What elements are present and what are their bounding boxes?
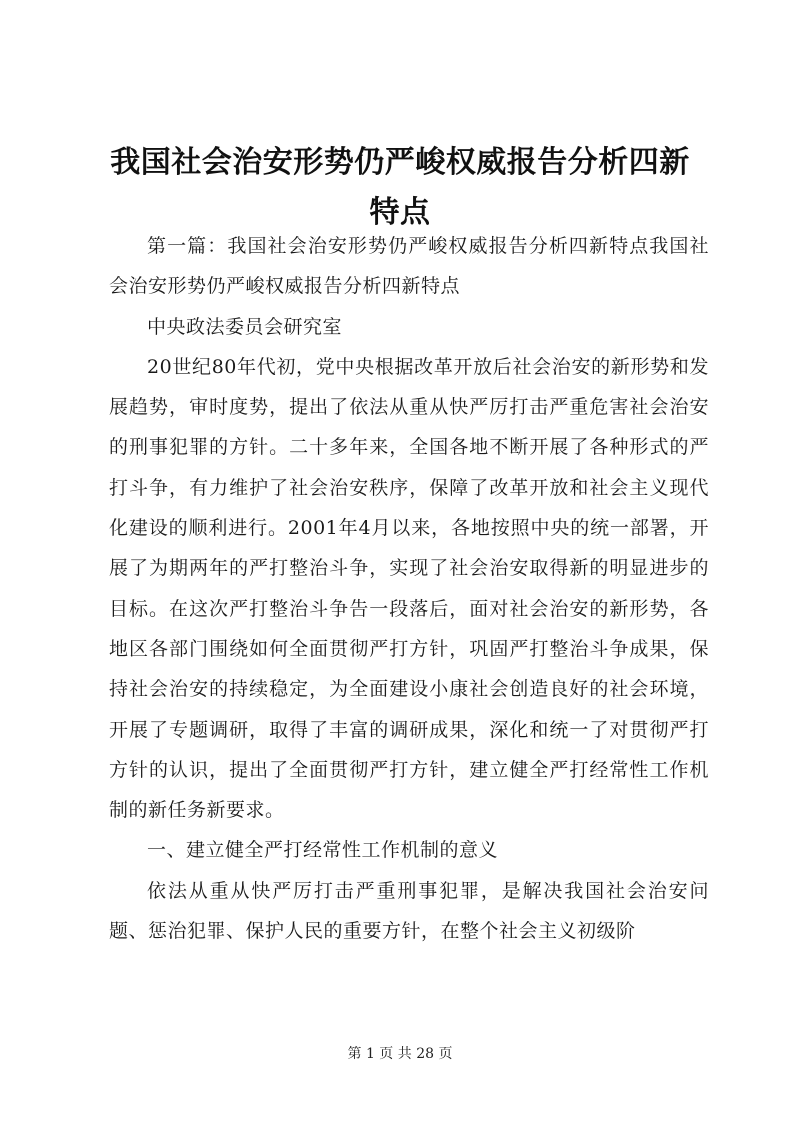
paragraph-author: 中央政法委员会研究室	[147, 315, 343, 338]
paragraph-intro: 20世纪80年代初，党中央根据改革开放后社会治安的新形势和发展趋势，审时度势，提出了依法从重从快严厉打击严重危害社会治安的刑事犯罪的方针。二十多年来，全国各地不断开展了各种形式的严打斗争，有力维护了社会治安秩序，保障了改革开放和社会主义现代化建设的顺利进行。2001年4月以来，各地按照中央的统一部署，开展了为期两年的严打整治斗争，实现了社会治安取得新的明显进步的目标。在这次严打整治斗争告一段落后，面对社会治安的新形势，各地区各部门围绕如何全面贯彻严打方针，巩固严打整治斗争成果，保持社会治安的持续稳定，为全面建设小康社会创造良好的社会环境，开展了专题调研，取得了丰富的调研成果，深化和统一了对贯彻严打方针的认识，提出了全面贯彻严打方针，建立健全严打经常性工作机制的新任务新要求。	[109, 355, 709, 822]
section-heading: 一、建立健全严打经常性工作机制的意义	[147, 839, 499, 862]
document-title: 我国社会治安形势仍严峻权威报告分析四新特点	[110, 145, 690, 230]
page-footer: 第 1 页 共 28 页	[347, 1046, 453, 1062]
document-body	[109, 226, 709, 951]
paragraph-subtitle: 第一篇：我国社会治安形势仍严峻权威报告分析四新特点我国社会治安形势仍严峻权威报告分析四新特点	[109, 235, 709, 298]
paragraph-section-body: 依法从重从快严厉打击严重刑事犯罪，是解决我国社会治安问题、惩治犯罪、保护人民的重要方针，在整个社会主义初级阶	[109, 879, 709, 943]
